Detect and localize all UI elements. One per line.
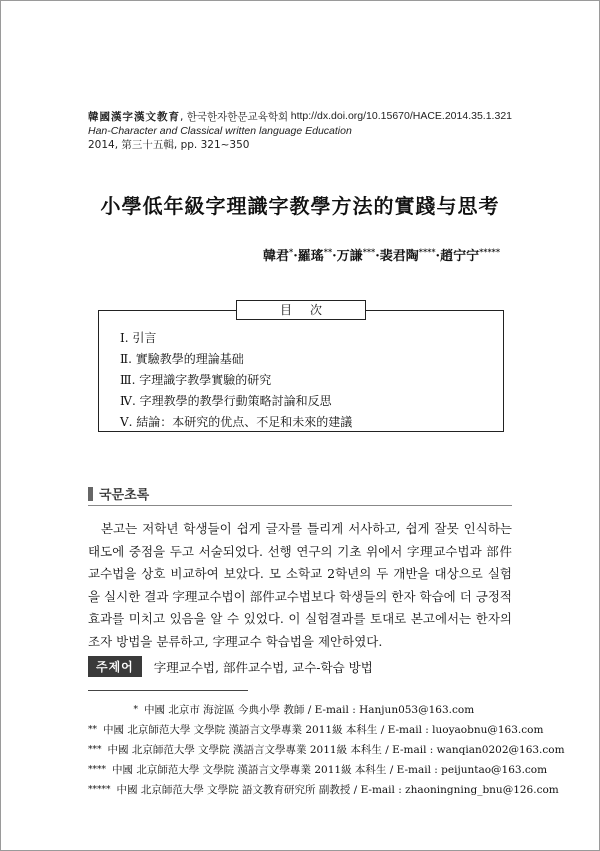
footnote-text: 中國 北京市 海淀區 今典小學 教師 / E-mail : Hanjun053@163.com: [144, 704, 475, 716]
footnote-mark: *****: [88, 785, 111, 795]
journal-issue: 2014, 第三十五輯, pp. 321~350: [88, 139, 250, 151]
footnote-mark: ***: [88, 745, 102, 755]
journal-header: 韓國漢字漢文教育, 한국한자한문교육학회 Han-Character and Classical written language Education 2014, 第三十五輯, pp. 321~350: [88, 111, 352, 151]
footnote: [88, 700, 518, 720]
journal-english-name: Han-Character and Classical written language Education: [88, 125, 352, 137]
footnote-text: 中國 北京師范大學 文學院 漢語言文學專業 2011級 本科生 / E-mail : peijuntao@163.com: [112, 764, 548, 776]
keywords-label: 주제어: [88, 656, 142, 677]
author-list: [263, 245, 500, 264]
author-mark: *****: [479, 246, 500, 257]
author-name: 韓君: [263, 249, 290, 264]
footnote-mark: *: [133, 705, 138, 715]
author-name: 趙宁宁: [440, 249, 480, 264]
footnote: [88, 720, 544, 740]
footnote-text: 中國 北京師范大學 文學院 漢語言文學專業 2011級 本科生 / E-mail : wanqian0202@163.com: [107, 744, 565, 756]
toc-item[interactable]: Ⅲ. 字理識字教學實驗的研究: [120, 373, 272, 387]
footnote-mark: ****: [88, 765, 106, 775]
toc-item[interactable]: Ⅴ. 結論：本研究的优点、不足和未來的建議: [120, 415, 353, 429]
author-sep: ·: [375, 249, 380, 264]
author-sep: ·: [435, 249, 441, 264]
toc-item[interactable]: Ⅱ. 實驗教學的理論基础: [120, 352, 244, 366]
toc-item[interactable]: Ⅳ. 字理教學的教學行動策略討論和反思: [120, 394, 332, 408]
footnotes: [88, 700, 565, 800]
footnote-text: 中國 北京師范大學 文學院 漢語言文學專業 2011級 本科生 / E-mail : luoyaobnu@163.com: [103, 724, 544, 736]
toc-list: [120, 328, 352, 433]
footnote-mark: **: [88, 725, 97, 735]
author-mark: **: [323, 246, 333, 257]
footnote: [88, 740, 565, 760]
footnote-text: 中國 北京師范大學 文學院 語文教育研究所 副教授 / E-mail : zhaoningning_bnu@126.com: [116, 784, 559, 796]
keywords-row: [88, 656, 373, 677]
journal-korean-name: 한국한자한문교육학회: [186, 111, 289, 123]
footnote: [88, 780, 559, 800]
abstract-text: 본고는 저학년 학생들이 쉽게 글자를 틀리게 서사하고, 쉽게 잘못 인식하는 태도에 중점을 두고 서술되었다. 선행 연구의 기초 위에서 字理교수법과 部件교수법을 상호 비교하여 보았다. 모 소학교 2학년의 두 개반을 대상으로 실험을 실시한 결과 字理교수법이 部件교수법보다 학생들의 한자 학습에 더 긍정적 효과를 미치고 있음을 알 수 있었다. 이 실험결과를 토대로 본고에서는 한자의 조자 방법을 분류하고, 字理교수 학습법을 제안하였다.: [88, 521, 512, 649]
toc-heading: 目次: [236, 300, 366, 320]
footnote-divider: [88, 690, 248, 691]
doi-link[interactable]: http://dx.doi.org/10.15670/HACE.2014.35.1.321: [290, 110, 512, 122]
paper-title: 小學低年級字理識字教學方法的實踐与思考: [100, 194, 500, 218]
footnote: [88, 760, 548, 780]
author-name: 万謙: [336, 249, 363, 264]
section-divider: [88, 505, 512, 506]
author-mark: *: [289, 246, 294, 257]
author-mark: ***: [362, 246, 376, 257]
author-sep: ·: [332, 249, 337, 264]
abstract-body: [88, 518, 512, 653]
toc-item[interactable]: Ⅰ. 引言: [120, 331, 157, 345]
author-mark: ****: [418, 246, 436, 257]
author-name: 羅瑤: [297, 249, 324, 264]
abstract-label: 국문초록: [99, 488, 150, 503]
section-marker-icon: [88, 487, 93, 501]
author-name: 裴君陶: [379, 249, 419, 264]
journal-seal: 韓國漢字漢文教育: [88, 111, 180, 123]
abstract-heading: [88, 484, 149, 503]
keywords-text: 字理교수법, 部件교수법, 교수-학습 방법: [153, 659, 373, 675]
author-sep: ·: [293, 249, 298, 264]
